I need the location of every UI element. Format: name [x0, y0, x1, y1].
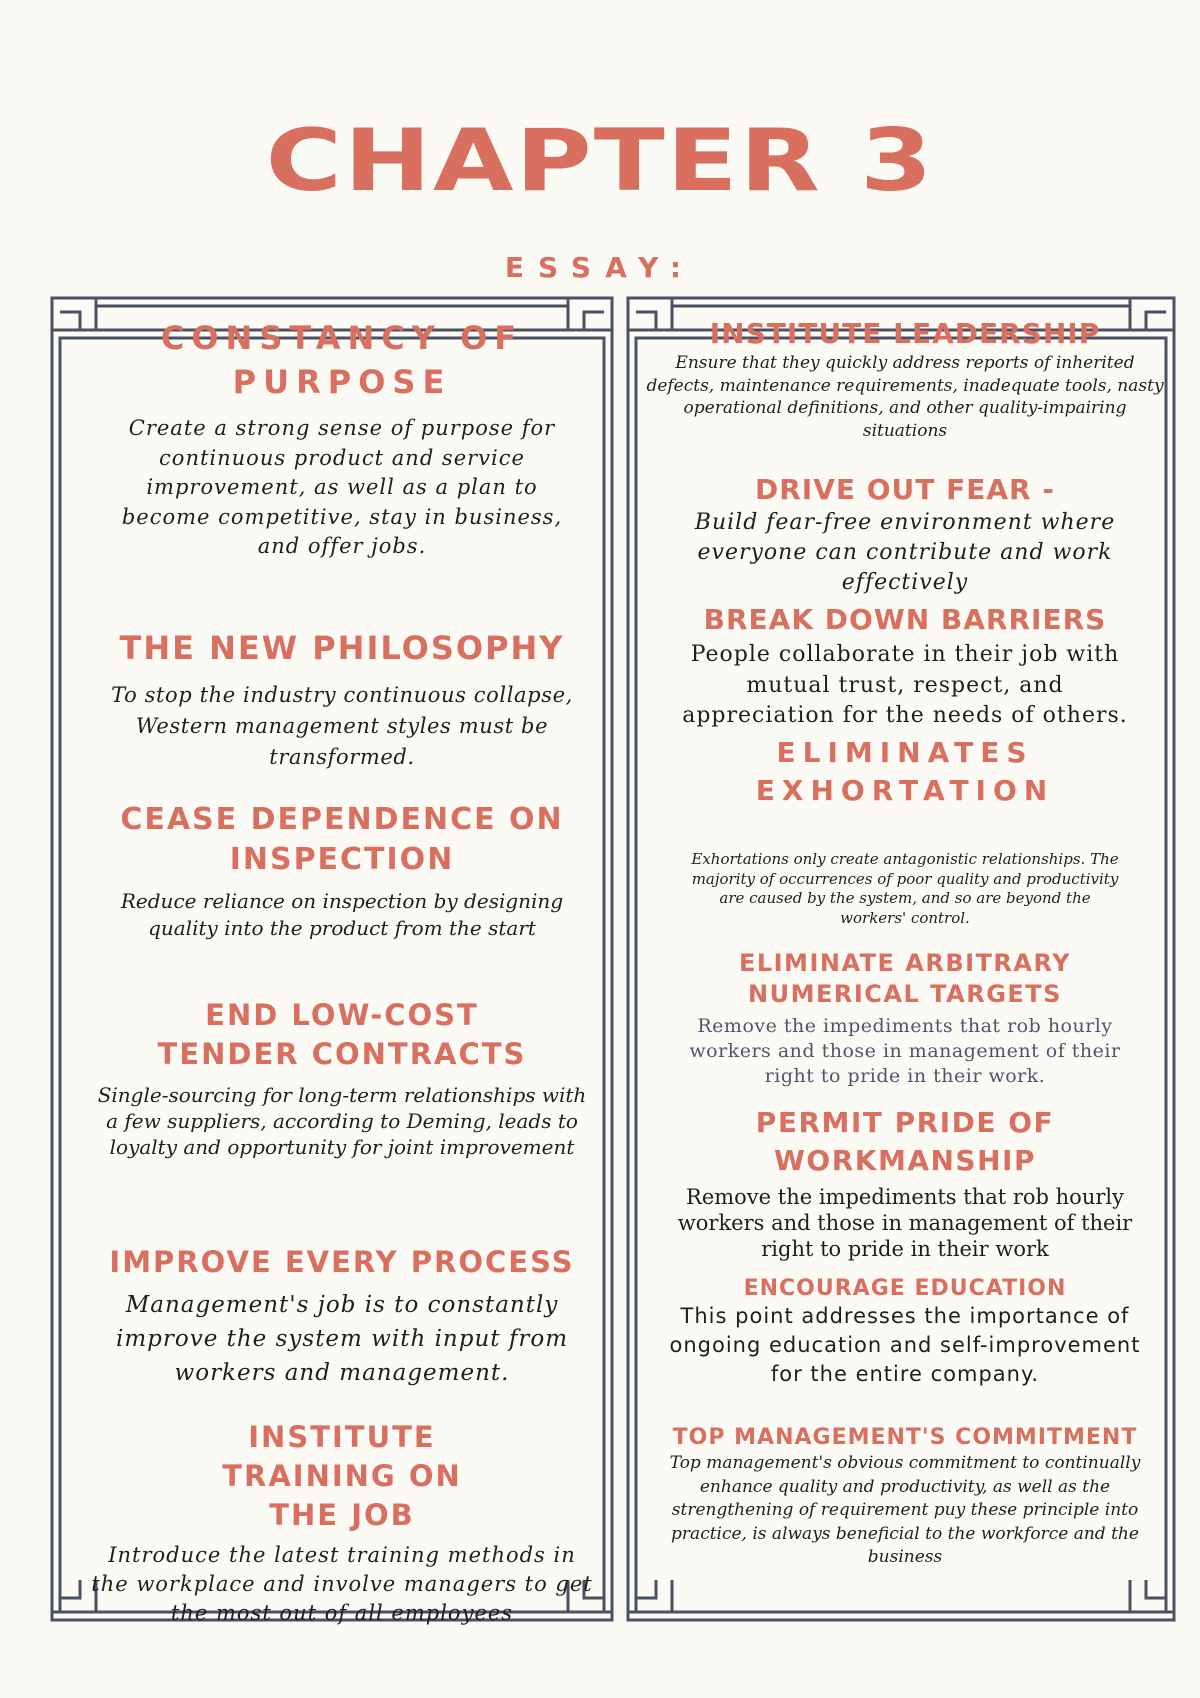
section-body: People collaborate in their job with mutual trust, respect, and appreciation for the needs of others. — [682, 642, 1128, 728]
section-heading: PERMIT PRIDE OF WORKMANSHIP — [755, 1106, 1055, 1177]
section-body: Build fear-free environment where everyone can contribute and work effectively — [694, 510, 1116, 595]
essay-label: ESSAY: — [504, 251, 696, 284]
section-heading: INSTITUTE TRAINING ON THE JOB — [222, 1420, 462, 1532]
section-body: To stop the industry continuous collapse, Western management styles must be transformed. — [111, 683, 573, 769]
section-body: This point addresses the importance of ongoing education and self-improvement for the entire company. — [669, 1304, 1141, 1386]
section-heading: IMPROVE EVERY PROCESS — [109, 1245, 575, 1279]
section-drive-out-fear — [640, 472, 1170, 598]
section-body: Create a strong sense of purpose for continuous product and service improvement, as well as a plan to become competitive, stay in business, and offer jobs. — [121, 416, 563, 558]
section-new-philosophy — [72, 626, 612, 773]
section-body: Remove the impediments that rob hourly workers and those in management of their right to pride in their work — [677, 1185, 1133, 1261]
section-heading: ELIMINATES EXHORTATION — [755, 736, 1055, 807]
section-heading: CEASE DEPENDENCE ON INSPECTION — [120, 802, 564, 877]
section-improve-every-process — [72, 1242, 612, 1390]
section-top-management — [640, 1424, 1170, 1570]
section-body: Single-sourcing for long-term relationships with a few suppliers, according to Deming, leads to loyalty and opportunity for joint improvement — [97, 1083, 587, 1159]
section-heading: END LOW-COST TENDER CONTRACTS — [157, 998, 527, 1071]
chapter-title: CHAPTER 3 — [265, 110, 935, 211]
section-constancy-of-purpose — [72, 316, 612, 562]
section-body: Introduce the latest training methods in the workplace and involve managers to get the most out of all employees — [91, 1543, 593, 1625]
section-heading: ENCOURAGE EDUCATION — [743, 1276, 1067, 1301]
section-body: Remove the impediments that rob hourly workers and those in management of their right to pride in their work. — [689, 1015, 1121, 1087]
section-body: Ensure that they quickly address reports of inherited defects, maintenance requirements, inadequate tools, nasty operational definitions, and other quality-impairing situations — [646, 353, 1164, 441]
section-heading: CONSTANCY OF PURPOSE — [160, 319, 524, 401]
section-heading: DRIVE OUT FEAR - — [754, 473, 1055, 506]
section-body: Reduce reliance on inspection by designing quality into the product from the start — [120, 889, 564, 940]
section-encourage-education — [640, 1276, 1170, 1389]
section-body: Exhortations only create antagonistic relationships. The majority of occurrences of poor quality and productivity are caused by the system, and so are beyond the workers' control. — [691, 850, 1119, 927]
section-heading: TOP MANAGEMENT'S COMMITMENT — [672, 1425, 1138, 1450]
section-body: Management's job is to constantly improve the system with input from workers and management. — [115, 1292, 569, 1386]
section-cease-dependence — [72, 800, 612, 942]
section-end-low-cost — [72, 996, 612, 1160]
section-break-down-barriers — [640, 602, 1170, 732]
section-institute-leadership — [640, 316, 1170, 442]
section-heading: ELIMINATE ARBITRARY NUMERICAL TARGETS — [738, 949, 1072, 1008]
section-heading: BREAK DOWN BARRIERS — [703, 603, 1107, 636]
section-permit-pride — [640, 1104, 1170, 1262]
section-heading: THE NEW PHILOSOPHY — [119, 629, 565, 667]
section-eliminates-exhortation — [640, 734, 1170, 928]
section-institute-training — [72, 1418, 612, 1628]
section-eliminate-arbitrary-targets — [640, 948, 1170, 1089]
section-heading: INSTITUTE LEADERSHIP — [709, 317, 1101, 350]
section-body: Top management's obvious commitment to continually enhance quality and productivity, as well as the strengthening of requirement puy these principle into practice, is always beneficial to the workforce and the business — [669, 1453, 1141, 1567]
